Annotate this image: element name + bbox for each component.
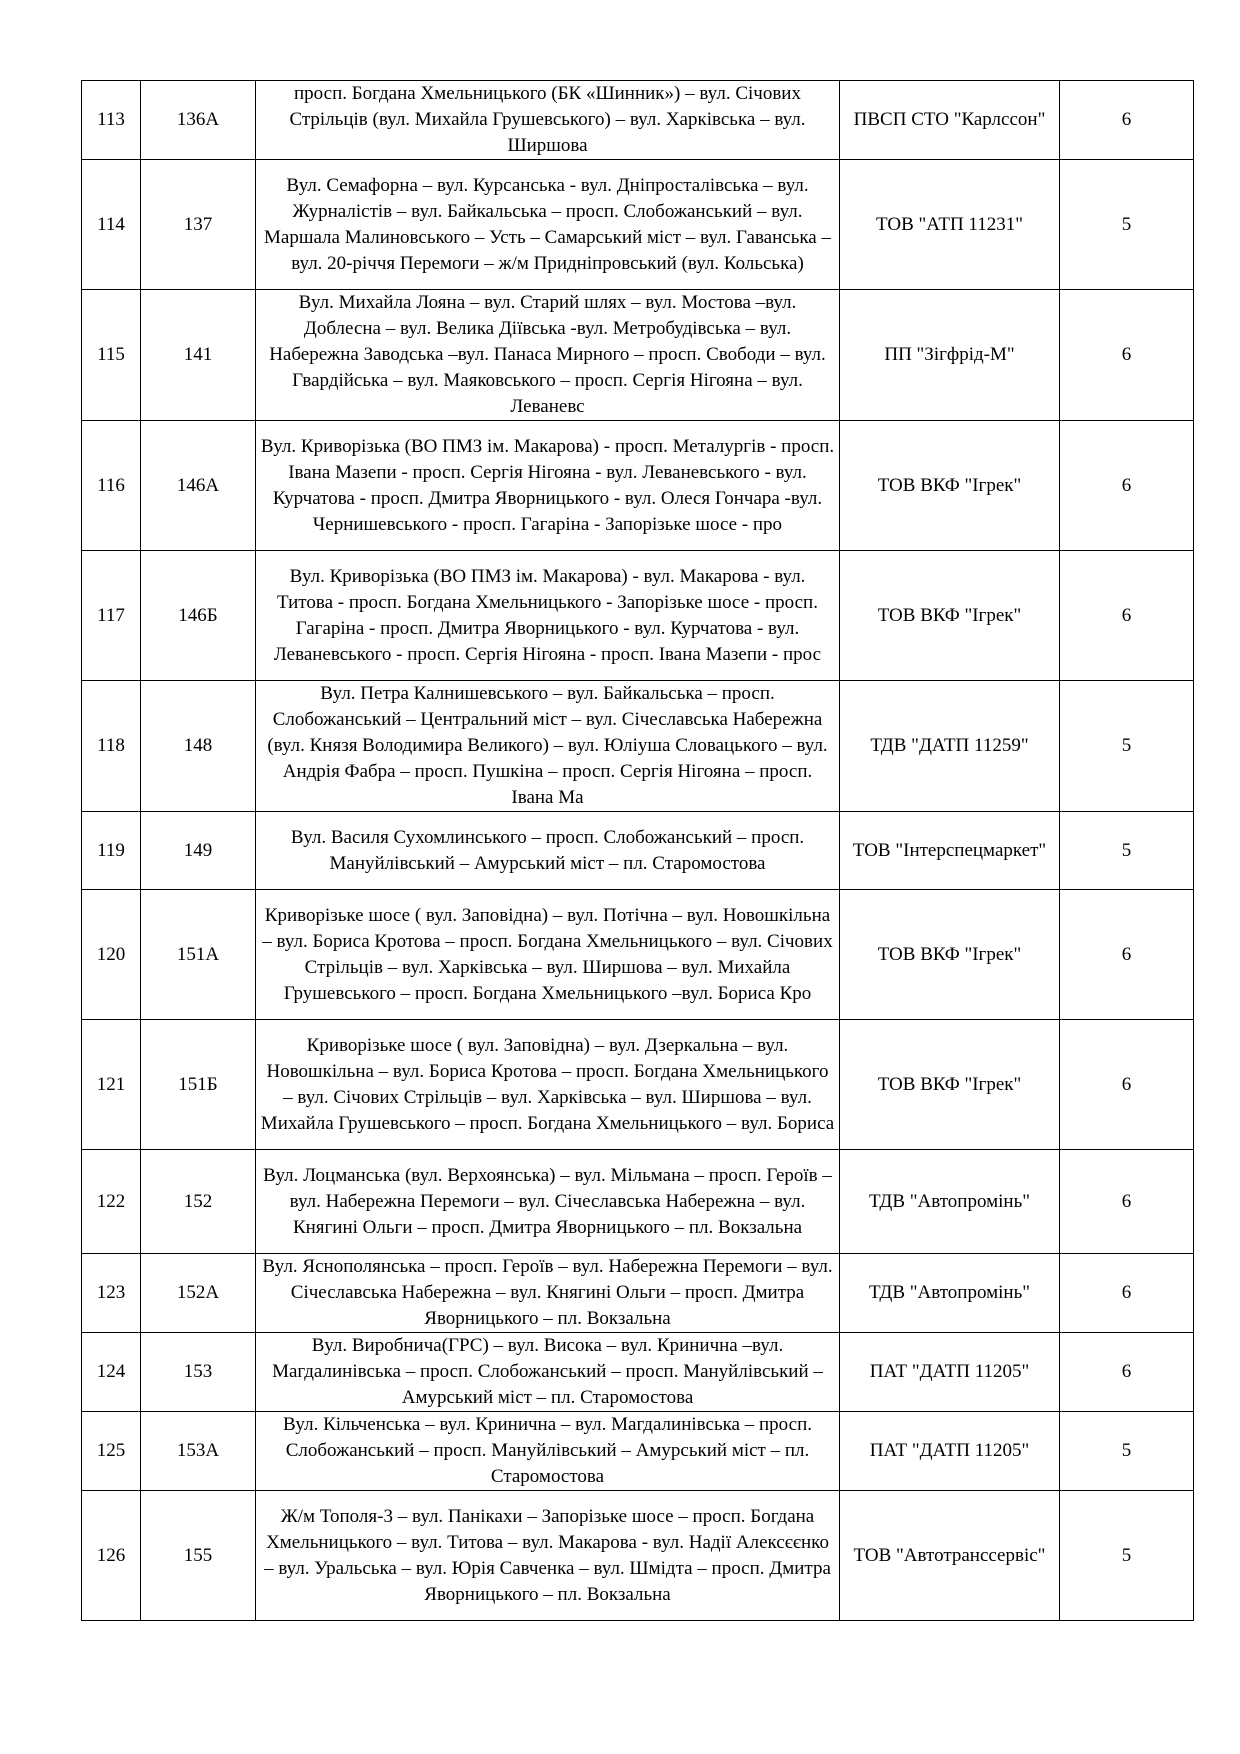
route-number-cell: 146А: [141, 421, 256, 551]
vehicle-count-cell: 6: [1060, 290, 1194, 421]
route-path-text: Вул. Кільченська – вул. Кринична – вул. Магдалинівська – просп. Слобожанський – просп. Мануйлівський – Амурський міст – пл. Старомостова: [283, 1414, 812, 1487]
route-number-cell: 151Б: [141, 1020, 256, 1150]
vehicle-count-cell: 6: [1060, 1254, 1194, 1333]
route-path-text: Вул. Лоцманська (вул. Верхоянська) – вул. Мільмана – просп. Героїв – вул. Набережна Перемоги – вул. Січеславська Набережна – вул. Княгині Ольги – просп. Дмитра Яворницького – пл. Вокзальна: [263, 1164, 832, 1238]
route-number-cell: 152А: [141, 1254, 256, 1333]
row-number-cell: 120: [82, 890, 141, 1020]
route-path-cell: [256, 290, 840, 421]
route-path-cell: [256, 1020, 840, 1150]
route-path-text: Вул. Петра Калнишевського – вул. Байкальська – просп. Слобожанський – Центральний міст – вул. Січеславська Набережна (вул. Князя Володимира Великого) – вул. Юліуша Словацького – вул. Андрія Фабра – просп. Пушкіна – просп. Сергія Нігояна – просп. Івана Ма: [267, 683, 828, 808]
row-number-cell: 114: [82, 160, 141, 290]
table-row: [82, 290, 1194, 421]
row-number-cell: 121: [82, 1020, 141, 1150]
carrier-cell: ПВСП СТО "Карлссон": [840, 81, 1060, 160]
table-row: [82, 1150, 1194, 1254]
table-row: [82, 1412, 1194, 1491]
route-number-cell: 141: [141, 290, 256, 421]
row-number-cell: 115: [82, 290, 141, 421]
carrier-cell: ТОВ ВКФ "Ігрек": [840, 421, 1060, 551]
route-path-text: Вул. Виробнича(ГРС) – вул. Висока – вул. Кринична –вул. Магдалинівська – просп. Слобожанський – просп. Мануйлівський – Амурський міст – пл. Старомостова: [272, 1335, 823, 1408]
route-path-text: Вул. Криворізька (ВО ПМЗ ім. Макарова) - просп. Металургів - просп. Івана Мазепи - просп. Сергія Нігояна - вул. Леваневського - вул. Курчатова - просп. Дмитра Яворницького - вул. Олеся Гончара -вул. Чернишевського - просп. Гагаріна - Запорізьке шосе - про: [260, 435, 835, 535]
route-path-text: Криворізьке шосе ( вул. Заповідна) – вул. Потічна – вул. Новошкільна – вул. Бориса Кротова – просп. Богдана Хмельницького – вул. Січових Стрільців – вул. Харківська – вул. Ширшова – вул. Михайла Грушевського – просп. Богдана Хмельницького –вул. Бориса Кро: [262, 904, 833, 1004]
route-path-cell: [256, 81, 840, 160]
row-number-cell: 117: [82, 551, 141, 681]
table-row: [82, 890, 1194, 1020]
table-row: [82, 421, 1194, 551]
route-path-cell: [256, 812, 840, 890]
row-number-cell: 122: [82, 1150, 141, 1254]
vehicle-count-cell: 6: [1060, 81, 1194, 160]
route-path-cell: [256, 551, 840, 681]
route-path-text: Вул. Семафорна – вул. Курсанська - вул. Дніпросталівська – вул. Журналістів – вул. Байкальська – просп. Слобожанський – вул. Маршала Малиновського – Усть – Самарський міст – вул. Гаванська – вул. 20-річчя Перемоги – ж/м Придніпровський (вул. Кольська): [264, 174, 831, 274]
route-path-cell: [256, 681, 840, 812]
route-path-cell: [256, 1150, 840, 1254]
route-path-cell: [256, 1333, 840, 1412]
route-number-cell: 155: [141, 1491, 256, 1621]
vehicle-count-cell: 6: [1060, 421, 1194, 551]
route-path-text: просп. Богдана Хмельницького (БК «Шинник») – вул. Січових Стрільців (вул. Михайла Грушевського) – вул. Харківська – вул. Ширшова: [289, 83, 806, 156]
routes-table: [81, 80, 1194, 1621]
route-number-cell: 148: [141, 681, 256, 812]
route-number-cell: 149: [141, 812, 256, 890]
route-path-text: Вул. Михайла Лояна – вул. Старий шлях – вул. Мостова –вул. Доблесна – вул. Велика Діївська -вул. Метробудівська – вул. Набережна Заводська –вул. Панаса Мирного – просп. Свободи – вул. Гвардійська – вул. Маяковського – просп. Сергія Нігояна – вул. Леваневс: [269, 292, 826, 417]
route-path-cell: [256, 890, 840, 1020]
carrier-cell: ТДВ "Автопромінь": [840, 1254, 1060, 1333]
route-path-text: Вул. Яснополянська – просп. Героїв – вул. Набережна Перемоги – вул. Січеславська Набережна – вул. Княгині Ольги – просп. Дмитра Яворницького – пл. Вокзальна: [262, 1256, 833, 1329]
route-number-cell: 153: [141, 1333, 256, 1412]
route-path-text: Вул. Криворізька (ВО ПМЗ ім. Макарова) - вул. Макарова - вул. Титова - просп. Богдана Хмельницького - Запорізьке шосе - просп. Гагаріна - просп. Дмитра Яворницького - вул. Курчатова - вул. Леваневського - просп. Сергія Нігояна - просп. Івана Мазепи - прос: [273, 565, 822, 665]
route-path-text: Криворізьке шосе ( вул. Заповідна) – вул. Дзеркальна – вул. Новошкільна – вул. Бориса Кротова – просп. Богдана Хмельницького – вул. Січових Стрільців – вул. Харківська – вул. Ширшова – вул. Михайла Грушевського – просп. Богдана Хмельницького – вул. Бориса: [260, 1034, 835, 1134]
carrier-cell: ТОВ ВКФ "Ігрек": [840, 890, 1060, 1020]
carrier-cell: ТОВ "Інтерспецмаркет": [840, 812, 1060, 890]
vehicle-count-cell: 5: [1060, 160, 1194, 290]
vehicle-count-cell: 5: [1060, 812, 1194, 890]
table-row: [82, 160, 1194, 290]
vehicle-count-cell: 5: [1060, 1412, 1194, 1491]
row-number-cell: 113: [82, 81, 141, 160]
route-path-cell: [256, 421, 840, 551]
route-number-cell: 136А: [141, 81, 256, 160]
carrier-cell: ПП "Зігфрід-М": [840, 290, 1060, 421]
row-number-cell: 123: [82, 1254, 141, 1333]
route-path-cell: [256, 1491, 840, 1621]
route-path-text: Ж/м Тополя-3 – вул. Панікахи – Запорізьке шосе – просп. Богдана Хмельницького – вул. Титова – вул. Макарова - вул. Надії Алексєєнко – вул. Уральська – вул. Юрія Савченка – вул. Шмідта – просп. Дмитра Яворницького – пл. Вокзальна: [264, 1505, 831, 1605]
table-row: [82, 1254, 1194, 1333]
carrier-cell: ПАТ "ДАТП 11205": [840, 1412, 1060, 1491]
carrier-cell: ТОВ "Автотранссервіс": [840, 1491, 1060, 1621]
vehicle-count-cell: 5: [1060, 681, 1194, 812]
route-number-cell: 152: [141, 1150, 256, 1254]
table-row: [82, 1333, 1194, 1412]
route-path-cell: [256, 1412, 840, 1491]
vehicle-count-cell: 6: [1060, 1020, 1194, 1150]
row-number-cell: 125: [82, 1412, 141, 1491]
table-row: [82, 1491, 1194, 1621]
route-number-cell: 146Б: [141, 551, 256, 681]
row-number-cell: 118: [82, 681, 141, 812]
row-number-cell: 126: [82, 1491, 141, 1621]
vehicle-count-cell: 6: [1060, 890, 1194, 1020]
carrier-cell: ТОВ "АТП 11231": [840, 160, 1060, 290]
table-row: [82, 681, 1194, 812]
carrier-cell: ТОВ ВКФ "Ігрек": [840, 551, 1060, 681]
vehicle-count-cell: 6: [1060, 551, 1194, 681]
route-path-cell: [256, 1254, 840, 1333]
row-number-cell: 124: [82, 1333, 141, 1412]
route-number-cell: 137: [141, 160, 256, 290]
carrier-cell: ТДВ "ДАТП 11259": [840, 681, 1060, 812]
route-path-text: Вул. Василя Сухомлинського – просп. Слобожанський – просп. Мануйлівський – Амурський міст – пл. Старомостова: [290, 826, 805, 874]
carrier-cell: ТОВ ВКФ "Ігрек": [840, 1020, 1060, 1150]
route-number-cell: 153А: [141, 1412, 256, 1491]
table-row: [82, 812, 1194, 890]
table-row: [82, 81, 1194, 160]
row-number-cell: 116: [82, 421, 141, 551]
table-row: [82, 1020, 1194, 1150]
table-row: [82, 551, 1194, 681]
route-path-cell: [256, 160, 840, 290]
carrier-cell: ПАТ "ДАТП 11205": [840, 1333, 1060, 1412]
vehicle-count-cell: 5: [1060, 1491, 1194, 1621]
vehicle-count-cell: 6: [1060, 1333, 1194, 1412]
route-number-cell: 151А: [141, 890, 256, 1020]
carrier-cell: ТДВ "Автопромінь": [840, 1150, 1060, 1254]
vehicle-count-cell: 6: [1060, 1150, 1194, 1254]
row-number-cell: 119: [82, 812, 141, 890]
